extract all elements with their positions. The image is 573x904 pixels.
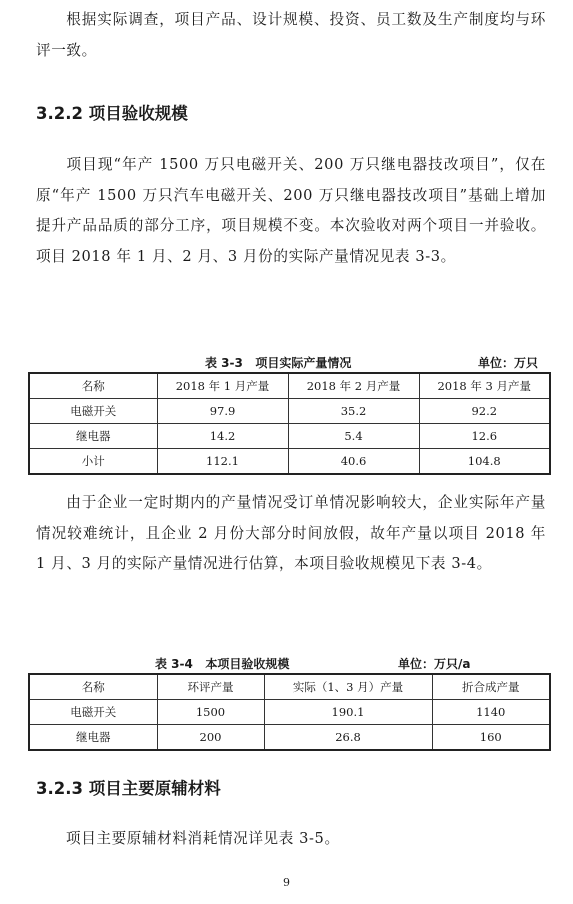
section-heading-3-2-3: 3.2.3 项目主要原辅材料 bbox=[36, 779, 221, 798]
table-cell: 14.2 bbox=[157, 424, 288, 449]
table-3-3-unit: 单位：万只 bbox=[478, 356, 539, 370]
table-row bbox=[29, 700, 550, 725]
section-heading-3-2-2: 3.2.2 项目验收规模 bbox=[36, 104, 188, 123]
table-3-4-caption: 表 3-4 本项目验收规模 bbox=[155, 657, 290, 671]
row-label: 电磁开关 bbox=[29, 700, 157, 725]
table-cell: 104.8 bbox=[419, 449, 550, 475]
header-cell: 折合成产量 bbox=[432, 674, 550, 700]
header-cell: 2018 年 2 月产量 bbox=[288, 373, 419, 399]
row-label: 继电器 bbox=[29, 725, 157, 751]
table-header-row bbox=[29, 373, 550, 399]
estimation-paragraph: 由于企业一定时期内的产量情况受订单情况影响较大，企业实际年产量情况较难统计，且企业 2 月份大部分时间放假，故年产量以项目 2018 年 1 月、3 月的实际产量情况进行估算，本项目验收规模见下表 3-4。 bbox=[36, 494, 546, 572]
header-cell: 实际（1、3 月）产量 bbox=[264, 674, 432, 700]
row-label: 电磁开关 bbox=[29, 399, 157, 424]
row-label: 继电器 bbox=[29, 424, 157, 449]
table-3-4 bbox=[28, 673, 551, 751]
table-header-row bbox=[29, 674, 550, 700]
table-row bbox=[29, 424, 550, 449]
table-cell: 1140 bbox=[432, 700, 550, 725]
header-cell: 名称 bbox=[29, 373, 157, 399]
header-cell: 2018 年 1 月产量 bbox=[157, 373, 288, 399]
scale-paragraph: 项目现“年产 1500 万只电磁开关、200 万只继电器技改项目”，仅在原“年产 1500 万只汽车电磁开关、200 万只继电器技改项目”基础上增加提升产品品质的部分工序，项目规模不变。本次验收对两个项目一并验收。项目 2018 年 1 月、2 月、3 月份的实际产量情况见表 3-3。 bbox=[36, 156, 546, 265]
table-cell: 190.1 bbox=[264, 700, 432, 725]
table-cell: 1500 bbox=[157, 700, 264, 725]
header-cell: 名称 bbox=[29, 674, 157, 700]
header-cell: 2018 年 3 月产量 bbox=[419, 373, 550, 399]
materials-paragraph: 项目主要原辅材料消耗情况详见表 3-5。 bbox=[66, 830, 340, 847]
table-cell: 26.8 bbox=[264, 725, 432, 751]
table-3-4-unit: 单位：万只/a bbox=[398, 657, 471, 671]
table-cell: 97.9 bbox=[157, 399, 288, 424]
table-row bbox=[29, 399, 550, 424]
row-label: 小计 bbox=[29, 449, 157, 475]
table-cell: 40.6 bbox=[288, 449, 419, 475]
table-3-3-caption: 表 3-3 项目实际产量情况 bbox=[205, 356, 352, 370]
table-cell: 92.2 bbox=[419, 399, 550, 424]
table-cell: 112.1 bbox=[157, 449, 288, 475]
intro-paragraph: 根据实际调查，项目产品、设计规模、投资、员工数及生产制度均与环评一致。 bbox=[36, 11, 546, 59]
table-3-3 bbox=[28, 372, 551, 475]
table-cell: 200 bbox=[157, 725, 264, 751]
table-cell: 12.6 bbox=[419, 424, 550, 449]
table-cell: 5.4 bbox=[288, 424, 419, 449]
table-cell: 35.2 bbox=[288, 399, 419, 424]
table-cell: 160 bbox=[432, 725, 550, 751]
table-row bbox=[29, 725, 550, 751]
page-number: 9 bbox=[283, 876, 290, 889]
table-row bbox=[29, 449, 550, 475]
header-cell: 环评产量 bbox=[157, 674, 264, 700]
